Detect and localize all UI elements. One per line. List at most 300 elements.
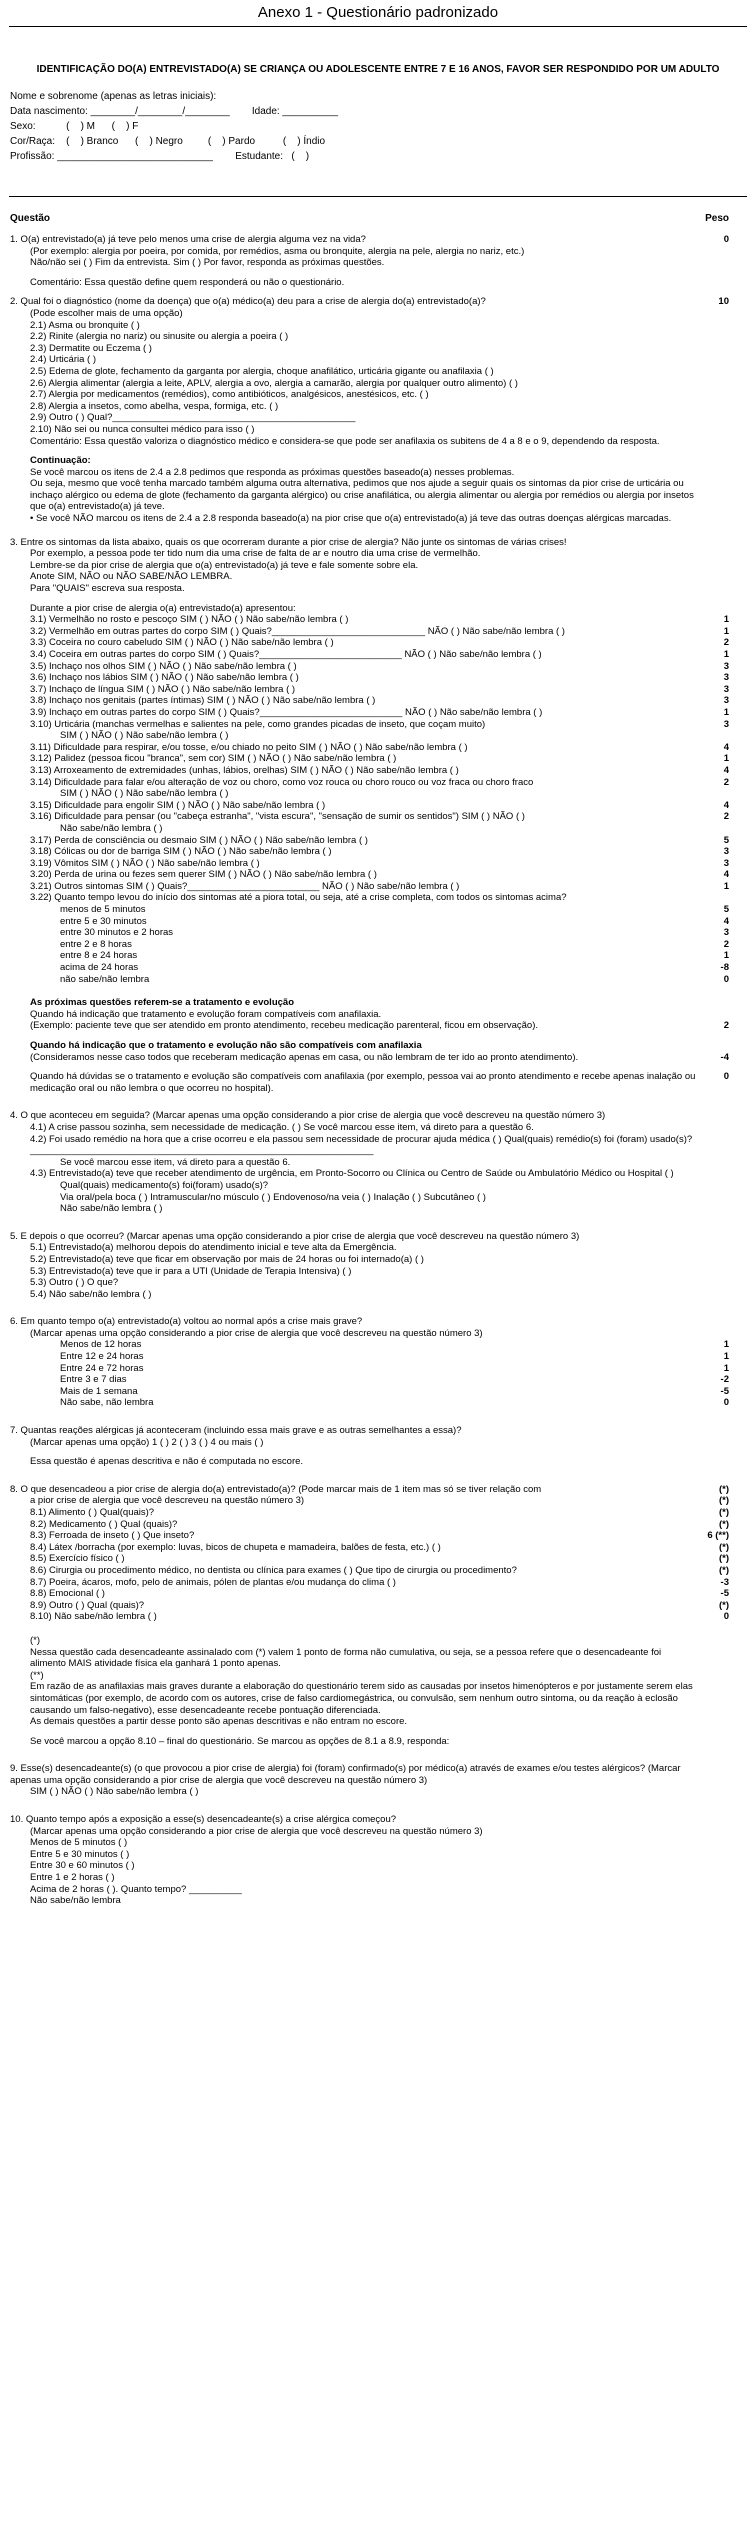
question-row: [10, 1895, 729, 1907]
question-row: [10, 1052, 729, 1064]
question-text: Menos de 5 minutos ( ): [30, 1837, 128, 1849]
identification-heading: IDENTIFICAÇÃO DO(A) ENTREVISTADO(A) SE CRIANÇA OU ADOLESCENTE ENTRE 7 E 16 ANOS, FAVOR SER RESPONDIDO POR UM ADULTO: [36, 64, 720, 75]
question-text: Quando há indicação que o tratamento e evolução não são compatíveis com anafilaxia: [30, 1040, 422, 1051]
question-row: [10, 962, 729, 974]
question-row: [10, 288, 729, 296]
weight-value: 2: [723, 637, 729, 649]
question-text: 8.7) Poeira, ácaros, mofo, pelo de animais, pólen de plantas e/ou mudança do clima ( ): [30, 1576, 396, 1588]
question-row: [10, 835, 729, 847]
question-row: [10, 354, 729, 366]
identification-line: Data nascimento: ________/________/________ Idade: __________: [10, 106, 339, 117]
question-row: [10, 1203, 729, 1215]
question-text: 3.13) Arroxeamento de extremidades (unhas, lábios, orelhas) SIM ( ) NÃO ( ) Não sabe/não lembra ( ): [30, 764, 459, 776]
question-row: [10, 1277, 729, 1289]
question-row: [10, 436, 729, 448]
question-text: Não/não sei ( ) Fim da entrevista. Sim ( ) Por favor, responda as próximas questões.: [30, 257, 385, 269]
question-text: 1. O(a) entrevistado(a) já teve pelo menos uma crise de alergia alguma vez na vida?: [10, 234, 366, 245]
question-text: Ou seja, mesmo que você tenha marcado também alguma outra alternativa, pedimos que nos ajude a seguir quais os sintomas da pior crise de urticária ou inchaço alérgico ou edema de glote (fechamento da garganta alérgico) ou crise anafilática, ou alergia alimentar ou alergia por remédios ou alergia por insetos que o(a) entrevistado(a) já teve.: [30, 478, 694, 513]
question-row: [10, 467, 729, 479]
question-row: [10, 1611, 729, 1623]
question-row: [10, 412, 729, 424]
question-row: [10, 1588, 729, 1600]
question-row: [10, 455, 729, 467]
weight-value: -5: [720, 1385, 729, 1397]
question-text: 3.12) Palidez (pessoa ficou "branca", sem cor) SIM ( ) NÃO ( ) Não sabe/não lembra ( ): [30, 753, 397, 765]
question-row: [10, 1849, 729, 1861]
question-row: [10, 257, 729, 269]
question-row: [10, 277, 729, 289]
question-text: 3.20) Perda de urina ou fezes sem querer SIM ( ) NÃO ( ) Não sabe/não lembra ( ): [30, 869, 377, 881]
question-row: [10, 1192, 729, 1204]
weight-value: 4: [723, 741, 729, 753]
question-row: [10, 401, 729, 413]
question-row: [10, 1032, 729, 1040]
question-row: [10, 765, 729, 777]
question-row: [10, 1254, 729, 1266]
question-row: [10, 1736, 729, 1748]
question-text: 3.21) Outros sintomas SIM ( ) Quais?_________________________ NÃO ( ) Não sabe/não lembra ( ): [30, 880, 460, 892]
question-text: 2.3) Dermatite ou Eczema ( ): [30, 342, 152, 354]
question-row: [10, 684, 729, 696]
question-text: Não sabe/não lembra ( ): [60, 1203, 163, 1215]
weight-value: 3: [723, 927, 729, 939]
question-row: [10, 537, 729, 549]
question-text: Comentário: Essa questão valoriza o diagnóstico médico e considera-se que pode ser anafilaxia os subitens de 4 a 8 e o 9, dependendo da resposta.: [30, 435, 660, 447]
question-text: (*): [30, 1634, 41, 1646]
question-row: [10, 1623, 729, 1635]
question-text: SIM ( ) NÃO ( ) Não sabe/não lembra ( ): [30, 1786, 199, 1798]
question-text: 3.14) Dificuldade para falar e/ou alteração de voz ou choro, como voz rouca ou choro rouco ou voz fraca ou choro fraco: [30, 776, 534, 788]
question-text: As demais questões a partir desse ponto são apenas descritivas e não entram no escore.: [30, 1716, 408, 1728]
question-row: [10, 1519, 729, 1531]
question-text: 10. Quanto tempo após a exposição a esse(s) desencadeante(s) a crise alérgica começou?: [10, 1814, 397, 1826]
question-row: [10, 571, 729, 583]
question-row: [10, 950, 729, 962]
weight-value: (*): [718, 1507, 729, 1518]
question-row: [10, 1728, 729, 1736]
weight-value: 0: [723, 973, 729, 985]
weight-value: 0: [723, 1071, 729, 1083]
question-text: 3.3) Coceira no couro cabeludo SIM ( ) NÃO ( ) Não sabe/não lembra ( ): [30, 637, 334, 649]
question-text: 5. E depois o que ocorreu? (Marcar apenas uma opção considerando a pior crise de alergia que você descreveu na questão número 3): [10, 1230, 580, 1242]
question-text: entre 30 minutos e 2 horas: [60, 927, 174, 939]
question-text: 3.15) Dificuldade para engolir SIM ( ) NÃO ( ) Não sabe/não lembra ( ): [30, 799, 326, 811]
question-text: 8.9) Outro ( ) Qual (quais)?: [30, 1599, 145, 1611]
question-text: 3.10) Urticária (manchas vermelhas e salientes na pele, como grandes picadas de inseto, que coçam muito): [30, 718, 486, 730]
question-row: [10, 1860, 729, 1872]
question-text: (**): [30, 1669, 44, 1681]
question-row: [10, 1071, 729, 1094]
question-text: 5.3) Entrevistado(a) teve que ir para a UTI (Unidade de Terapia Intensiva) ( ): [30, 1265, 352, 1277]
question-row: [10, 1635, 729, 1647]
question-text: (Exemplo: paciente teve que ser atendido em pronto atendimento, recebeu medicação parenteral, ficou em observação).: [30, 1020, 539, 1032]
question-text: 3.19) Vômitos SIM ( ) NÃO ( ) Não sabe/não lembra ( ): [30, 857, 260, 869]
question-row: [10, 1786, 729, 1798]
question-text: 3.17) Perda de consciência ou desmaio SIM ( ) NÃO ( ) Não sabe/não lembra ( ): [30, 834, 368, 846]
question-row: [10, 1215, 729, 1231]
question-text: 6. Em quanto tempo o(a) entrevistado(a) voltou ao normal após a crise mais grave?: [10, 1316, 363, 1328]
question-text: 3.2) Vermelhão em outras partes do corpo SIM ( ) Quais?_____________________________ NÃO ( ) Não sabe/não lembra ( ): [30, 625, 565, 637]
question-text: Não sabe, não lembra: [60, 1397, 154, 1409]
weight-value: 1: [723, 625, 729, 637]
question-row: [10, 1351, 729, 1363]
question-text: 2.10) Não sei ou nunca consultei médico para isso ( ): [30, 423, 255, 435]
question-row: [10, 1763, 729, 1786]
question-text: a pior crise de alergia que você descreveu na questão número 3): [30, 1495, 305, 1507]
question-row: [10, 1094, 729, 1110]
question-text: Qual(quais) medicamento(s) foi(foram) usado(s)?: [60, 1179, 269, 1191]
question-row: [10, 1872, 729, 1884]
question-text: entre 5 e 30 minutos: [60, 915, 147, 927]
question-row: [10, 331, 729, 343]
question-row: [10, 1134, 729, 1157]
question-text: 2.8) Alergia a insetos, como abelha, vespa, formiga, etc. ( ): [30, 400, 279, 412]
question-row: [10, 823, 729, 835]
question-text: 2.9) Outro ( ) Qual?______________________________________________: [30, 412, 356, 424]
question-row: [10, 378, 729, 390]
weight-value: 4: [723, 799, 729, 811]
weight-value: 1: [723, 1362, 729, 1374]
question-row: [10, 1484, 729, 1496]
question-text: Para "QUAIS" escreva sua resposta.: [30, 583, 185, 595]
question-row: [10, 1386, 729, 1398]
weight-value: -4: [720, 1051, 729, 1063]
weight-value: -3: [720, 1576, 729, 1588]
question-row: [10, 858, 729, 870]
question-row: [10, 985, 729, 997]
question-row: [10, 649, 729, 661]
questionnaire-body: [0, 234, 756, 1907]
question-row: [10, 1716, 729, 1728]
question-row: [10, 753, 729, 765]
question-text: (Marcar apenas uma opção) 1 ( ) 2 ( ) 3 ( ) 4 ou mais ( ): [30, 1436, 264, 1448]
question-row: [10, 1374, 729, 1386]
question-row: [10, 637, 729, 649]
question-row: [10, 548, 729, 560]
question-row: [10, 447, 729, 455]
question-text: 3.18) Cólicas ou dor de barriga SIM ( ) NÃO ( ) Não sabe/não lembra ( ): [30, 846, 332, 858]
question-row: [10, 997, 729, 1009]
question-text: Quando há indicação que tratamento e evolução foram compatíveis com anafilaxia.: [30, 1008, 382, 1020]
question-row: [10, 1231, 729, 1243]
identification-line: Sexo: ( ) M ( ) F: [10, 121, 139, 132]
question-row: [10, 246, 729, 258]
question-row: [10, 1409, 729, 1425]
question-text: Durante a pior crise de alergia o(a) entrevistado(a) apresentou:: [30, 602, 296, 614]
weight-value: (*): [718, 1495, 729, 1507]
question-text: Entre 24 e 72 horas: [60, 1362, 144, 1374]
question-text: 3.22) Quanto tempo levou do início dos sintomas até a piora total, ou seja, até a crise completa, com todos os sintomas acima?: [30, 892, 567, 904]
top-divider: [9, 26, 747, 27]
weight-value: 3: [723, 857, 729, 869]
weight-value: (*): [718, 1553, 729, 1565]
weight-value: (*): [718, 1518, 729, 1530]
question-text: (Marcar apenas uma opção considerando a pior crise de alergia que você descreveu na questão número 3): [30, 1825, 483, 1837]
question-row: [10, 1647, 729, 1670]
question-row: [10, 869, 729, 881]
question-text: 2.1) Asma ou bronquite ( ): [30, 319, 140, 331]
question-row: [10, 881, 729, 893]
question-row: [10, 661, 729, 673]
question-row: [10, 707, 729, 719]
question-row: [10, 1242, 729, 1254]
question-row: [10, 1577, 729, 1589]
weight-value: 2: [723, 811, 729, 823]
question-row: [10, 1040, 729, 1052]
question-text: não sabe/não lembra: [60, 973, 150, 985]
question-text: Em razão de as anafilaxias mais graves durante a elaboração do questionário terem sido as causadas por insetos himenópteros e por justamente serem elas sintomáticas (por exemplo, de acordo com os autores, crise de falso cardiomegástrica, ou convulsão, sem nenhum outro sintoma, ou da reação à eclosão causando um falso-negativo), esse desencadeante recebe pontuação diferenciada.: [30, 1681, 693, 1716]
question-text: 8.1) Alimento ( ) Qual(quais)?: [30, 1507, 155, 1518]
question-row: [10, 1553, 729, 1565]
question-text: 8.6) Cirurgia ou procedimento médico, no dentista ou clínica para exames ( ) Que tipo de cirurgia ou procedimento?: [30, 1564, 517, 1576]
question-row: [10, 1289, 729, 1301]
question-text: Nessa questão cada desencadeante assinalado com (*) valem 1 ponto de forma não cumulativa, ou seja, se a pessoa refere que o desencadeante foi alimento MAIS atividade física ela ganhará 1 ponto apenas.: [30, 1646, 662, 1670]
weight-value: (*): [718, 1564, 729, 1576]
question-text: 2.5) Edema de glote, fechamento da garganta por alergia, choque anafilático, urticária gigante ou anafilaxia ( ): [30, 365, 494, 377]
question-text: 2.2) Rinite (alergia no nariz) ou sinusite ou alergia a poeira ( ): [30, 331, 289, 343]
question-row: [10, 892, 729, 904]
question-text: 3.6) Inchaço nos lábios SIM ( ) NÃO ( ) Não sabe/não lembra ( ): [30, 672, 299, 684]
question-text: 3.16) Dificuldade para pensar (ou "cabeça estranha", "vista escura", "sensação de sumir os sentidos") SIM ( ) NÃO ( ): [30, 811, 525, 823]
question-text: Quando há dúvidas se o tratamento e evolução são compatíveis com anafilaxia (por exemplo, pessoa vai ao pronto atendimento e recebe apenas inalação ou medicação oral ou não lembra o que ocorreu no hospital).: [30, 1071, 696, 1094]
question-row: [10, 1122, 729, 1134]
question-text: 8.5) Exercício físico ( ): [30, 1553, 125, 1565]
question-text: Entre 30 e 60 minutos ( ): [30, 1860, 135, 1872]
question-row: [10, 1681, 729, 1716]
weight-value: 1: [723, 1339, 729, 1351]
identification-form: [0, 89, 756, 164]
question-text: 9. Esse(s) desencadeante(s) (o que provocou a pior crise de alergia) foi (foram) confirmado(s) por médico(a) através de exames e/ou testes alérgicos? (Marcar apenas uma opção considerando a pior crise de alergia que você descreveu na questão número 3): [10, 1763, 681, 1786]
weight-value: 3: [723, 846, 729, 858]
question-text: Lembre-se da pior crise de alergia que o(a) entrevistado(a) já teve e fale somente sobre ela.: [30, 559, 419, 571]
question-row: [10, 742, 729, 754]
weight-value: 1: [723, 753, 729, 765]
identification-line: Cor/Raça: ( ) Branco ( ) Negro ( ) Pardo ( ) Índio: [10, 136, 326, 147]
question-row: [10, 1316, 729, 1328]
question-row: [10, 1565, 729, 1577]
question-text: 5.3) Outro ( ) O que?: [30, 1277, 119, 1289]
weight-value: (*): [718, 1483, 729, 1495]
question-row: [10, 1437, 729, 1449]
question-row: [10, 234, 729, 246]
question-row: [10, 1600, 729, 1612]
question-text: 2.6) Alergia alimentar (alergia a leite, APLV, alergia a ovo, alergia a camarão, alergia por qualquer outro alimento) ( ): [30, 377, 518, 389]
question-row: [10, 525, 729, 537]
table-header: [0, 213, 756, 224]
question-text: Menos de 12 horas: [60, 1339, 142, 1351]
question-row: [10, 1363, 729, 1375]
weight-value: 6 (**): [707, 1530, 729, 1542]
question-text: 7. Quantas reações alérgicas já aconteceram (incluindo essa mais grave e as outras semelhantes a essa)?: [10, 1425, 462, 1437]
question-text: 5.1) Entrevistado(a) melhorou depois do atendimento inicial e teve alta da Emergência.: [30, 1242, 397, 1254]
weight-value: 2: [723, 776, 729, 788]
weight-value: 3: [723, 683, 729, 695]
question-row: [10, 1425, 729, 1437]
question-text: Entre 5 e 30 minutos ( ): [30, 1848, 130, 1860]
question-text: 3.8) Inchaço nos genitais (partes íntimas) SIM ( ) NÃO ( ) Não sabe/não lembra ( ): [30, 695, 376, 707]
question-text: Se você marcou a opção 8.10 – final do questionário. Se marcou as opções de 8.1 a 8.9, responda:: [30, 1735, 450, 1747]
question-text: 3.9) Inchaço em outras partes do corpo SIM ( ) Quais?___________________________ NÃO ( ) Não sabe/não lembra ( ): [30, 706, 543, 718]
question-text: SIM ( ) NÃO ( ) Não sabe/não lembra ( ): [60, 788, 229, 800]
question-row: [10, 1397, 729, 1409]
question-text: 4.3) Entrevistado(a) teve que receber atendimento de urgência, em Pronto-Socorro ou Clínica ou Centro de Saúde ou Ambulatório Médico ou Hospital ( ): [30, 1168, 674, 1180]
weight-value: 5: [723, 834, 729, 846]
question-text: (Por exemplo: alergia por poeira, por comida, por remédios, asma ou bronquite, alergia na pele, alergia no nariz, etc.): [30, 245, 525, 257]
question-text: Acima de 2 horas ( ). Quanto tempo? __________: [30, 1883, 242, 1895]
question-row: [10, 1157, 729, 1169]
weight-value: 4: [723, 915, 729, 927]
question-column-header: Questão: [10, 213, 51, 224]
question-text: 5.2) Entrevistado(a) teve que ficar em observação por mais de 24 horas ou foi internado(a) ( ): [30, 1253, 424, 1265]
question-row: [10, 1339, 729, 1351]
question-row: [10, 343, 729, 355]
question-row: [10, 1542, 729, 1554]
question-row: [10, 695, 729, 707]
question-row: [10, 719, 729, 731]
form-divider: [9, 196, 747, 197]
question-row: [10, 1020, 729, 1032]
question-row: [10, 595, 729, 603]
question-row: [10, 1168, 729, 1180]
question-row: [10, 320, 729, 332]
question-text: acima de 24 horas: [60, 962, 139, 974]
question-row: [10, 927, 729, 939]
question-text: Mais de 1 semana: [60, 1385, 138, 1397]
weight-value: -2: [720, 1374, 729, 1386]
question-row: [10, 614, 729, 626]
question-row: [10, 1328, 729, 1340]
weight-value: 0: [723, 1397, 729, 1409]
question-text: Entre 1 e 2 horas ( ): [30, 1872, 115, 1884]
weight-value: 1: [723, 1351, 729, 1363]
question-row: [10, 1507, 729, 1519]
question-text: 3.4) Coceira em outras partes do corpo SIM ( ) Quais?___________________________ NÃO ( ) Não sabe/não lembra ( ): [30, 649, 542, 660]
question-row: [10, 1300, 729, 1316]
question-row: [10, 1266, 729, 1278]
question-row: [10, 1456, 729, 1468]
question-text: Essa questão é apenas descritiva e não é computada no escore.: [30, 1456, 304, 1468]
question-text: Continuação:: [30, 455, 91, 467]
weight-value: 0: [723, 1611, 729, 1623]
question-text: (Marcar apenas uma opção considerando a pior crise de alergia que você descreveu na questão número 3): [30, 1327, 483, 1339]
weight-value: (*): [718, 1599, 729, 1611]
question-text: 8.10) Não sabe/não lembra ( ): [30, 1611, 157, 1623]
question-text: 2.4) Urticária ( ): [30, 354, 96, 366]
question-row: [10, 269, 729, 277]
question-row: [10, 800, 729, 812]
question-text: 8.3) Ferroada de inseto ( ) Que inseto?: [30, 1530, 195, 1542]
question-row: [10, 939, 729, 951]
question-row: [10, 1884, 729, 1896]
question-row: [10, 424, 729, 436]
question-row: [10, 583, 729, 595]
identification-line: Profissão: ____________________________ Estudante: ( ): [10, 151, 310, 162]
question-text: 4.2) Foi usado remédio na hora que a crise ocorreu e ela passou sem necessidade de procurar ajuda médica ( ) Qual(quais) remédio(s) foi (foram) usado(s)?_________________________________________________________________: [30, 1133, 693, 1157]
question-row: [10, 513, 729, 525]
question-text: (Consideramos nesse caso todos que receberam medicação apenas em casa, ou não lembram de ter ido ao pronto atendimento).: [30, 1051, 579, 1063]
question-text: Se você marcou esse item, vá direto para a questão 6.: [60, 1156, 291, 1168]
document-title: Anexo 1 - Questionário padronizado: [257, 4, 499, 21]
question-row: [10, 1747, 729, 1763]
question-text: Se você marcou os itens de 2.4 a 2.8 pedimos que responda as próximas questões baseado(a) nesses problemas.: [30, 466, 515, 478]
question-text: Anote SIM, NÃO ou NÃO SABE/NÃO LEMBRA.: [30, 571, 233, 583]
question-row: [10, 1009, 729, 1021]
question-text: As próximas questões referem-se a tratamento e evolução: [30, 997, 294, 1009]
question-text: 8. O que desencadeou a pior crise de alergia do(a) entrevistado(a)? (Pode marcar mais de 1 item mas só se tiver relação com: [10, 1483, 542, 1495]
weight-value: 1: [723, 950, 729, 962]
question-row: [10, 1670, 729, 1682]
question-row: [10, 1448, 729, 1456]
question-text: Não sabe/não lembra: [30, 1895, 121, 1907]
question-row: [10, 366, 729, 378]
question-row: [10, 1530, 729, 1542]
question-text: • Se você NÃO marcou os itens de 2.4 a 2.8 responda baseado(a) na pior crise que o(a) entrevistado(a) já teve das outras doenças alérgicas marcadas.: [30, 513, 672, 525]
question-row: [10, 389, 729, 401]
question-row: [10, 308, 729, 320]
weight-value: -5: [720, 1588, 729, 1600]
weight-value: 1: [723, 614, 729, 626]
question-text: 3.7) Inchaço de língua SIM ( ) NÃO ( ) Não sabe/não lembra ( ): [30, 683, 296, 695]
weight-value: 1: [723, 880, 729, 892]
question-text: 8.8) Emocional ( ): [30, 1588, 105, 1600]
weight-column-header: Peso: [705, 213, 729, 224]
question-row: [10, 1063, 729, 1071]
question-text: 3.5) Inchaço nos olhos SIM ( ) NÃO ( ) Não sabe/não lembra ( ): [30, 660, 297, 672]
question-row: [10, 1495, 729, 1507]
weight-value: 2: [723, 938, 729, 950]
weight-value: 5: [723, 904, 729, 916]
question-text: Comentário: Essa questão define quem responderá ou não o questionário.: [30, 276, 345, 288]
question-text: 3. Entre os sintomas da lista abaixo, quais os que ocorreram durante a pior crise de alergia? Não junte os sintomas de várias crises!: [10, 536, 567, 548]
question-text: Via oral/pela boca ( ) Intramuscular/no músculo ( ) Endovenoso/na veia ( ) Inalação ( ) Subcutâneo ( ): [60, 1191, 486, 1203]
question-row: [10, 730, 729, 742]
question-text: Por exemplo, a pessoa pode ter tido num dia uma crise de falta de ar e noutro dia uma crise de vermelhão.: [30, 548, 481, 560]
question-text: 4.1) A crise passou sozinha, sem necessidade de medicação. ( ) Se você marcou esse item, vá direto para a questão 6.: [30, 1121, 534, 1133]
question-row: [10, 1180, 729, 1192]
question-row: [10, 478, 729, 513]
question-text: 3.11) Dificuldade para respirar, e/ou tosse, e/ou chiado no peito SIM ( ) NÃO ( ) Não sabe/não lembra ( ): [30, 741, 468, 753]
question-text: entre 2 e 8 horas: [60, 938, 132, 950]
question-text: 2. Qual foi o diagnóstico (nome da doença) que o(a) médico(a) deu para a crise de alergia do(a) entrevistado(a)?: [10, 296, 486, 308]
question-row: [10, 672, 729, 684]
question-row: [10, 1110, 729, 1122]
question-row: [10, 974, 729, 986]
question-row: [10, 788, 729, 800]
question-text: entre 8 e 24 horas: [60, 950, 138, 962]
weight-value: 3: [723, 718, 729, 730]
question-text: 8.4) Látex /borracha (por exemplo: luvas, bicos de chupeta e mamadeira, balões de festa, etc.) ( ): [30, 1541, 441, 1553]
weight-value: 3: [723, 695, 729, 707]
question-row: [10, 1826, 729, 1838]
weight-value: 2: [723, 1020, 729, 1032]
question-text: Entre 12 e 24 horas: [60, 1351, 144, 1363]
question-row: [10, 626, 729, 638]
question-row: [10, 560, 729, 572]
weight-value: 0: [723, 234, 729, 245]
question-text: menos de 5 minutos: [60, 904, 146, 916]
question-text: SIM ( ) NÃO ( ) Não sabe/não lembra ( ): [60, 730, 229, 742]
weight-value: 4: [723, 764, 729, 776]
question-text: 5.4) Não sabe/não lembra ( ): [30, 1288, 152, 1300]
identification-line: Nome e sobrenome (apenas as letras iniciais):: [10, 91, 217, 102]
question-row: [10, 1468, 729, 1484]
question-text: 3.1) Vermelhão no rosto e pescoço SIM ( ) NÃO ( ) Não sabe/não lembra ( ): [30, 614, 349, 626]
question-row: [10, 1814, 729, 1826]
question-row: [10, 846, 729, 858]
weight-value: 1: [723, 649, 729, 660]
question-row: [10, 1837, 729, 1849]
question-text: Não sabe/não lembra ( ): [60, 822, 163, 834]
